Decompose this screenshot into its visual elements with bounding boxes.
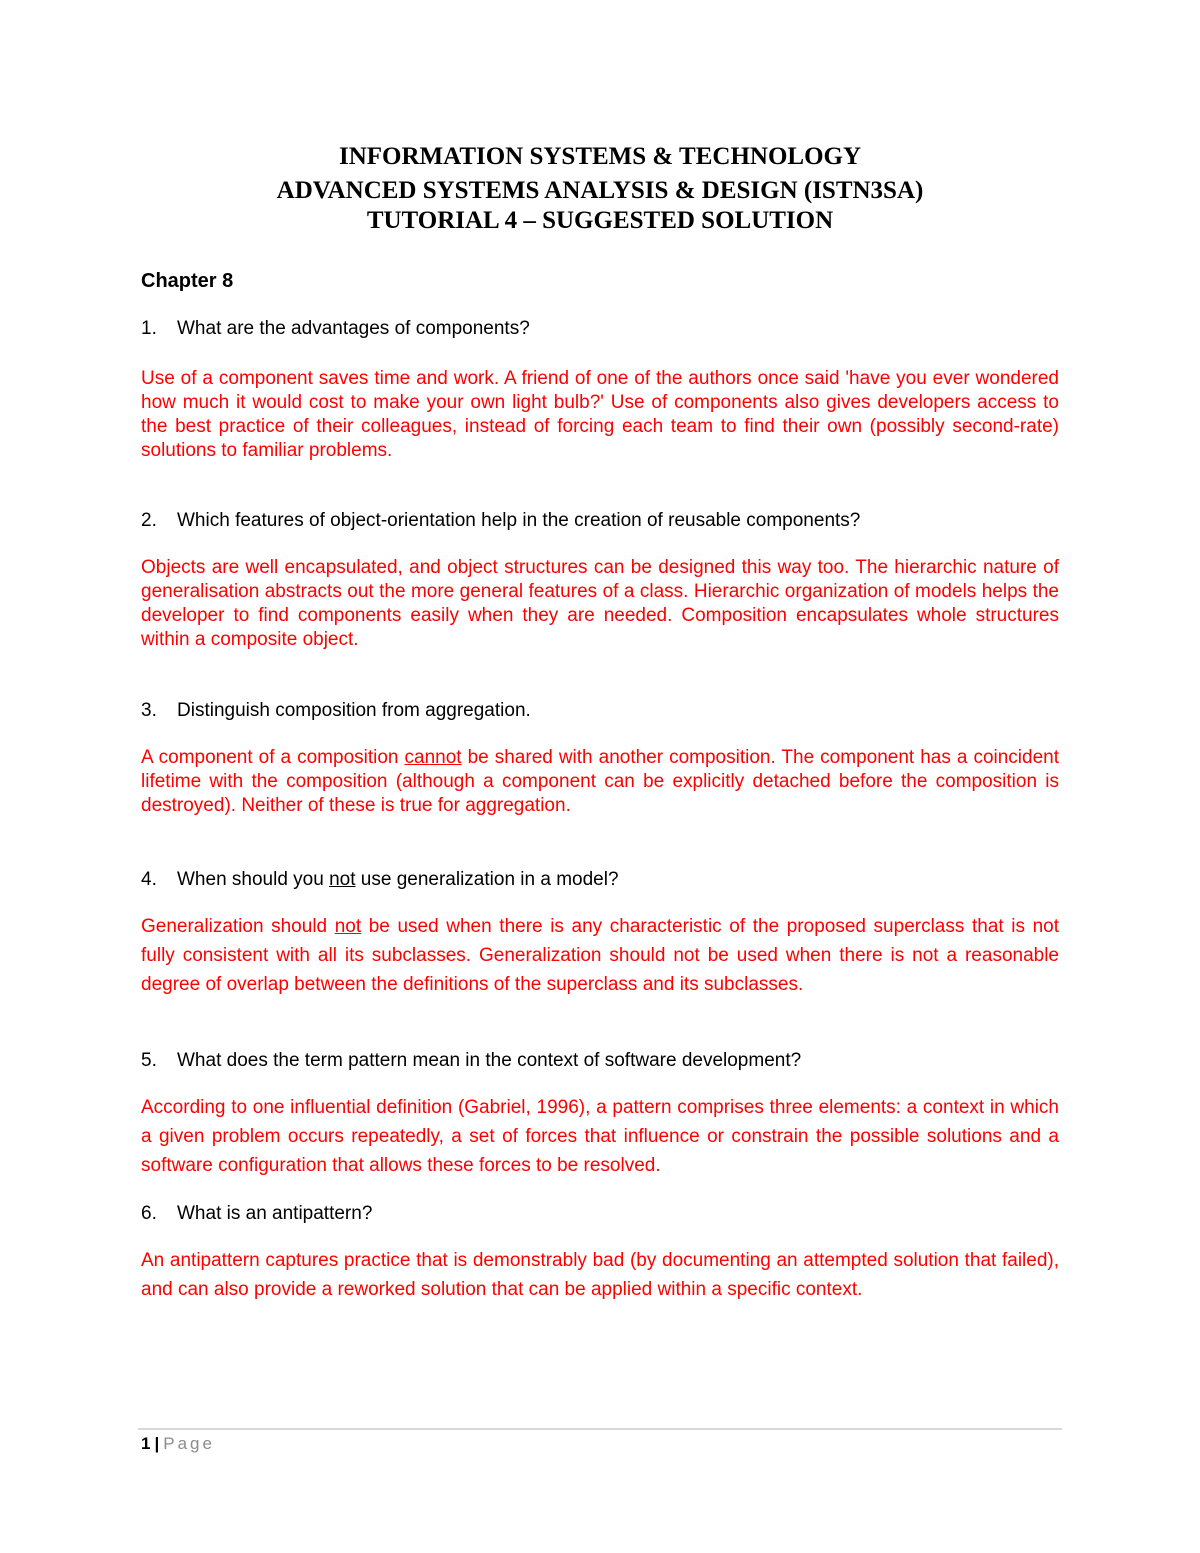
header-line-3: TUTORIAL 4 – SUGGESTED SOLUTION — [366, 207, 834, 234]
page-footer — [141, 1434, 215, 1454]
answer-2: Objects are well encapsulated, and object structures can be designed this way too. The hierarchic nature of generalisation abstracts out the more general features of a class. Hierarchic organization of models helps the developer to find components easily when they are needed. Composition encapsulates whole structures within a composite object. — [141, 557, 1059, 650]
question-number: 3. — [141, 700, 157, 721]
underlined-emphasis: not — [334, 916, 362, 937]
answer-6: An antipattern captures practice that is demonstrably bad (by documenting an attempted solution that failed), and can also provide a reworked solution that can be applied within a specific context. — [141, 1250, 1059, 1300]
page-number: 1 — [141, 1434, 151, 1453]
answer-5: According to one influential definition (Gabriel, 1996), a pattern comprises three elements: a context in which a given problem occurs repeatedly, a set of forces that influence or constrain the possible solutions and a software configuration that allows these forces to be resolved. — [141, 1097, 1059, 1176]
question-5 — [141, 1050, 1059, 1072]
question-number: 2. — [141, 510, 157, 531]
answer-1: Use of a component saves time and work. A friend of one of the authors once said 'have you ever wondered how much it would cost to make your own light bulb?' Use of components also gives developers access to the best practice of their colleagues, instead of forcing each team to find their own (possibly second-rate) solutions to familiar problems. — [141, 368, 1059, 461]
question-text: What are the advantages of components? — [177, 318, 530, 339]
question-number: 4. — [141, 869, 157, 890]
answer-text: Generalization should — [141, 916, 335, 937]
question-number: 5. — [141, 1050, 157, 1071]
underlined-emphasis: not — [329, 869, 356, 890]
answer-text: A component of a composition — [141, 747, 405, 768]
question-number: 1. — [141, 318, 157, 339]
question-3 — [141, 700, 1059, 722]
question-text: use generalization in a model? — [355, 869, 619, 890]
question-text: Which features of object-orientation help in the creation of reusable components? — [177, 510, 861, 531]
question-4 — [141, 869, 1059, 891]
question-text: Distinguish composition from aggregation. — [177, 700, 531, 721]
question-1 — [141, 318, 1059, 340]
header-line-1: INFORMATION SYSTEMS & TECHNOLOGY — [338, 143, 862, 170]
page-label: Page — [163, 1434, 215, 1453]
question-2 — [141, 510, 1059, 532]
underlined-emphasis: cannot — [404, 747, 462, 768]
question-text: What does the term pattern mean in the context of software development? — [177, 1050, 802, 1071]
footer-separator: | — [154, 1434, 160, 1453]
question-text: When should you — [177, 869, 330, 890]
header-line-2: ADVANCED SYSTEMS ANALYSIS & DESIGN (ISTN3SA) — [276, 177, 924, 204]
question-text: What is an antipattern? — [177, 1203, 373, 1224]
answer-text: be shared with another composition. The component has a coincident lifetime with the composition (although a component can be explicitly detached before the composition is destroyed). Neither of these is true for aggregation. — [141, 747, 1059, 816]
chapter-heading: Chapter 8 — [141, 270, 234, 292]
footer-divider — [138, 1428, 1062, 1430]
answer-3 — [141, 746, 1059, 818]
answer-4 — [141, 912, 1059, 999]
answer-text: be used when there is any characteristic of the proposed superclass that is not fully consistent with all its subclasses. Generalization should not be used when there is not a reasonable degree of overlap between the definitions of the superclass and its subclasses. — [141, 916, 1059, 995]
question-number: 6. — [141, 1203, 157, 1224]
question-6 — [141, 1203, 1059, 1225]
